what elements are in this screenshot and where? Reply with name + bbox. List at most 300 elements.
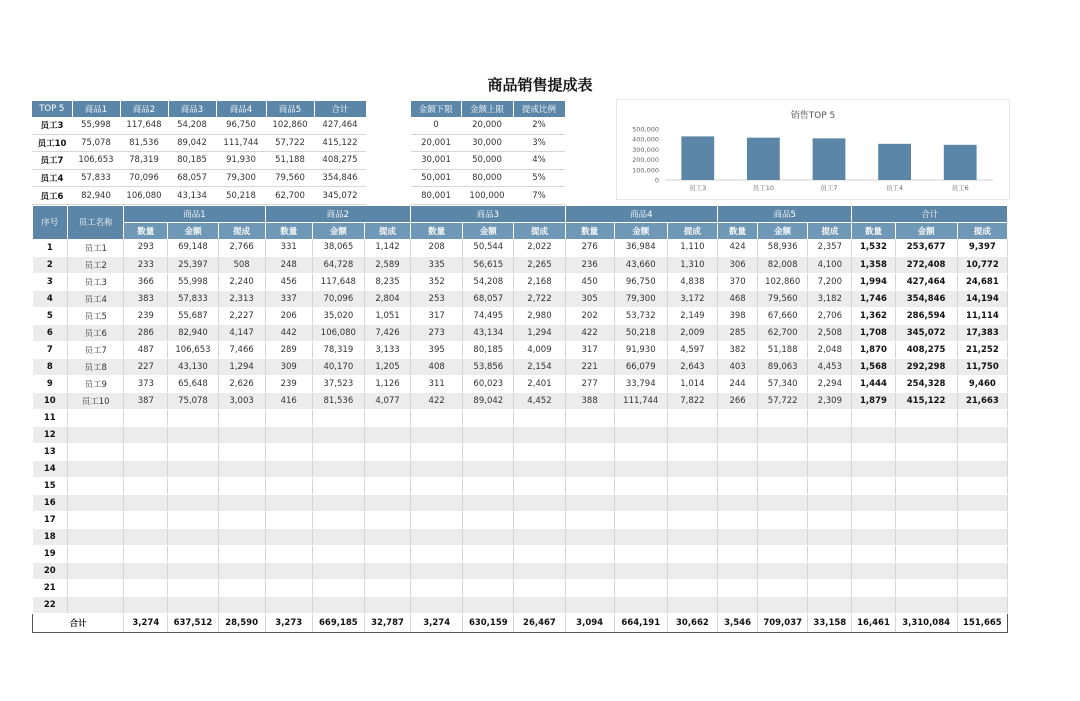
table-row — [33, 579, 1008, 596]
top5-table — [32, 101, 367, 205]
row-total-cell — [895, 494, 957, 511]
table-cell — [808, 596, 852, 613]
table-cell — [808, 477, 852, 494]
top5-cell: 62,700 — [266, 187, 314, 205]
row-total-cell: 1,870 — [852, 341, 895, 358]
table-cell — [411, 426, 463, 443]
table-cell: 277 — [565, 375, 614, 392]
table-cell — [411, 545, 463, 562]
row-seq: 3 — [33, 273, 68, 290]
table-cell: 422 — [565, 324, 614, 341]
table-cell: 2,294 — [808, 375, 852, 392]
table-cell — [265, 426, 312, 443]
table-cell: 456 — [265, 273, 312, 290]
row-employee-name — [68, 579, 124, 596]
subcol-header: 提成 — [218, 223, 265, 240]
row-seq: 7 — [33, 341, 68, 358]
table-cell: 309 — [265, 358, 312, 375]
row-total-cell — [852, 460, 895, 477]
table-cell — [124, 511, 168, 528]
rate-cell: 4% — [513, 152, 565, 170]
table-cell: 1,110 — [667, 239, 717, 256]
table-cell — [411, 460, 463, 477]
table-cell: 236 — [565, 256, 614, 273]
row-total-cell — [957, 443, 1007, 460]
row-total-cell — [852, 528, 895, 545]
table-cell: 311 — [411, 375, 463, 392]
top5-cell: 55,998 — [72, 117, 120, 134]
table-row — [33, 443, 1008, 460]
row-total-cell: 1,994 — [852, 273, 895, 290]
top5-cell: 50,218 — [216, 187, 266, 205]
row-total-cell — [957, 596, 1007, 613]
table-cell — [514, 511, 565, 528]
table-cell — [364, 409, 410, 426]
table-cell: 2,154 — [514, 358, 565, 375]
table-cell — [312, 443, 364, 460]
row-seq: 5 — [33, 307, 68, 324]
row-total-cell: 1,708 — [852, 324, 895, 341]
table-cell: 43,660 — [614, 256, 667, 273]
top5-employee-name: 员工3 — [32, 117, 72, 134]
table-cell: 53,856 — [463, 358, 514, 375]
table-cell — [411, 477, 463, 494]
table-cell: 366 — [124, 273, 168, 290]
x-tick-label: 员工10 — [752, 184, 775, 192]
table-cell — [364, 579, 410, 596]
row-total-cell — [957, 545, 1007, 562]
table-cell: 89,042 — [463, 392, 514, 409]
commission-rate-table — [411, 101, 566, 205]
table-cell: 2,048 — [808, 341, 852, 358]
table-cell — [514, 596, 565, 613]
table-cell: 293 — [124, 239, 168, 256]
table-cell: 38,065 — [312, 239, 364, 256]
table-cell: 82,008 — [758, 256, 808, 273]
group-header-1: 商品1 — [124, 206, 265, 223]
table-row — [33, 562, 1008, 579]
table-cell: 388 — [565, 392, 614, 409]
table-cell — [124, 477, 168, 494]
table-cell — [614, 426, 667, 443]
rate-cell: 80,000 — [461, 169, 513, 187]
table-cell — [667, 460, 717, 477]
table-cell: 78,319 — [312, 341, 364, 358]
table-cell: 111,744 — [614, 392, 667, 409]
subcol-header: 金额 — [614, 223, 667, 240]
table-cell — [364, 528, 410, 545]
row-total-cell — [957, 562, 1007, 579]
table-cell — [718, 460, 758, 477]
bar — [878, 144, 911, 180]
table-cell — [667, 528, 717, 545]
row-total-cell: 17,383 — [957, 324, 1007, 341]
group-header-2: 商品2 — [265, 206, 410, 223]
top5-header-cell: 商品5 — [266, 101, 314, 117]
table-cell: 208 — [411, 239, 463, 256]
total-cell: 3,094 — [565, 613, 614, 632]
table-row — [33, 239, 1008, 256]
table-cell: 2,227 — [218, 307, 265, 324]
table-cell — [758, 579, 808, 596]
table-cell — [667, 494, 717, 511]
total-cell: 26,467 — [514, 613, 565, 632]
table-cell: 60,023 — [463, 375, 514, 392]
table-cell: 66,079 — [614, 358, 667, 375]
table-cell — [758, 460, 808, 477]
table-cell — [218, 562, 265, 579]
table-cell — [565, 460, 614, 477]
y-tick-label: 200,000 — [632, 156, 659, 165]
table-cell — [124, 409, 168, 426]
row-total-cell: 11,114 — [957, 307, 1007, 324]
table-cell: 395 — [411, 341, 463, 358]
rate-row — [411, 134, 565, 152]
table-cell: 7,426 — [364, 324, 410, 341]
table-cell — [514, 545, 565, 562]
subcol-header: 提成 — [808, 223, 852, 240]
row-seq: 12 — [33, 426, 68, 443]
table-cell: 8,235 — [364, 273, 410, 290]
table-cell — [124, 562, 168, 579]
row-total-cell — [852, 409, 895, 426]
table-cell — [168, 460, 218, 477]
top5-sales-chart — [616, 99, 1010, 200]
row-total-cell — [852, 579, 895, 596]
table-cell: 276 — [565, 239, 614, 256]
subcol-header: 数量 — [265, 223, 312, 240]
table-cell — [364, 562, 410, 579]
table-cell — [411, 579, 463, 596]
rate-cell: 3% — [513, 134, 565, 152]
table-cell: 82,940 — [168, 324, 218, 341]
total-cell: 3,274 — [124, 613, 168, 632]
table-cell — [364, 477, 410, 494]
main-header-groups — [33, 206, 1008, 223]
row-total-cell: 1,358 — [852, 256, 895, 273]
rate-cell: 0 — [411, 117, 461, 134]
table-cell: 370 — [718, 273, 758, 290]
table-row — [33, 494, 1008, 511]
total-cell: 3,310,084 — [895, 613, 957, 632]
table-cell: 3,182 — [808, 290, 852, 307]
table-cell: 4,597 — [667, 341, 717, 358]
table-cell — [718, 409, 758, 426]
table-cell — [614, 511, 667, 528]
top5-cell: 57,833 — [72, 169, 120, 187]
top5-cell: 43,134 — [168, 187, 216, 205]
top5-cell: 354,846 — [314, 169, 366, 187]
table-cell: 248 — [265, 256, 312, 273]
row-total-cell: 1,746 — [852, 290, 895, 307]
table-cell — [514, 443, 565, 460]
row-total-cell — [957, 511, 1007, 528]
table-cell: 2,357 — [808, 239, 852, 256]
table-cell: 25,397 — [168, 256, 218, 273]
y-tick-label: 100,000 — [632, 166, 659, 175]
top5-employee-name: 员工10 — [32, 134, 72, 152]
total-cell: 28,590 — [218, 613, 265, 632]
table-cell: 2,149 — [667, 307, 717, 324]
subcol-header: 提成 — [364, 223, 410, 240]
table-cell: 4,452 — [514, 392, 565, 409]
table-cell — [718, 562, 758, 579]
table-cell: 4,077 — [364, 392, 410, 409]
top5-cell: 57,722 — [266, 134, 314, 152]
row-employee-name: 员工8 — [68, 358, 124, 375]
subcol-header: 金额 — [463, 223, 514, 240]
total-cell: 3,273 — [265, 613, 312, 632]
row-employee-name — [68, 426, 124, 443]
table-cell: 1,051 — [364, 307, 410, 324]
table-cell — [614, 494, 667, 511]
row-total-cell — [957, 528, 1007, 545]
rate-cell: 50,000 — [461, 152, 513, 170]
rate-cell: 30,001 — [411, 152, 461, 170]
y-tick-label: 400,000 — [632, 135, 659, 144]
table-cell — [463, 528, 514, 545]
row-employee-name — [68, 562, 124, 579]
row-employee-name: 员工1 — [68, 239, 124, 256]
row-employee-name: 员工6 — [68, 324, 124, 341]
table-cell — [667, 511, 717, 528]
table-cell: 33,794 — [614, 375, 667, 392]
row-total-cell — [895, 528, 957, 545]
total-cell: 16,461 — [852, 613, 895, 632]
row-total-cell: 292,298 — [895, 358, 957, 375]
table-row — [33, 324, 1008, 341]
table-cell: 57,722 — [758, 392, 808, 409]
table-cell: 4,147 — [218, 324, 265, 341]
table-cell: 266 — [718, 392, 758, 409]
table-cell: 74,495 — [463, 307, 514, 324]
table-cell: 398 — [718, 307, 758, 324]
table-cell — [312, 426, 364, 443]
row-total-cell — [852, 426, 895, 443]
table-cell: 273 — [411, 324, 463, 341]
table-cell — [718, 511, 758, 528]
table-cell — [514, 562, 565, 579]
table-cell — [514, 477, 565, 494]
table-cell: 221 — [565, 358, 614, 375]
rate-header-cell: 金额下限 — [411, 101, 461, 117]
table-cell: 58,936 — [758, 239, 808, 256]
table-cell — [218, 579, 265, 596]
table-cell: 508 — [218, 256, 265, 273]
row-total-cell: 1,532 — [852, 239, 895, 256]
table-cell: 65,648 — [168, 375, 218, 392]
table-cell: 317 — [565, 341, 614, 358]
rate-cell: 50,001 — [411, 169, 461, 187]
y-tick-label: 0 — [654, 176, 659, 185]
row-total-cell — [895, 426, 957, 443]
total-label: 合计 — [33, 613, 124, 632]
table-cell: 7,822 — [667, 392, 717, 409]
table-cell — [364, 426, 410, 443]
table-cell — [614, 409, 667, 426]
top5-cell: 106,653 — [72, 152, 120, 170]
table-cell: 335 — [411, 256, 463, 273]
subcol-header: 提成 — [667, 223, 717, 240]
top5-header-cell: 商品4 — [216, 101, 266, 117]
row-total-cell: 345,072 — [895, 324, 957, 341]
table-row — [33, 409, 1008, 426]
table-cell — [124, 579, 168, 596]
row-total-cell: 253,677 — [895, 239, 957, 256]
table-cell — [718, 443, 758, 460]
subcol-header: 金额 — [758, 223, 808, 240]
rate-cell: 100,000 — [461, 187, 513, 205]
row-total-cell — [852, 596, 895, 613]
table-cell — [718, 545, 758, 562]
row-total-cell — [895, 562, 957, 579]
table-cell — [168, 511, 218, 528]
row-employee-name: 员工9 — [68, 375, 124, 392]
table-cell — [514, 494, 565, 511]
table-cell — [218, 511, 265, 528]
table-cell — [808, 545, 852, 562]
row-seq: 2 — [33, 256, 68, 273]
row-seq: 18 — [33, 528, 68, 545]
table-cell: 422 — [411, 392, 463, 409]
table-cell — [168, 477, 218, 494]
top5-employee-name: 员工4 — [32, 169, 72, 187]
table-cell — [312, 545, 364, 562]
row-total-cell: 254,328 — [895, 375, 957, 392]
row-employee-name: 员工4 — [68, 290, 124, 307]
table-cell: 79,300 — [614, 290, 667, 307]
top5-header-row — [32, 101, 366, 117]
table-cell: 1,126 — [364, 375, 410, 392]
table-cell — [265, 477, 312, 494]
top5-row — [32, 134, 366, 152]
row-employee-name: 员工5 — [68, 307, 124, 324]
x-tick-label: 员工7 — [820, 184, 838, 192]
total-cell: 33,158 — [808, 613, 852, 632]
table-cell — [718, 528, 758, 545]
table-cell — [124, 545, 168, 562]
table-cell: 2,022 — [514, 239, 565, 256]
table-cell — [124, 596, 168, 613]
table-cell — [218, 426, 265, 443]
table-cell: 227 — [124, 358, 168, 375]
table-cell: 285 — [718, 324, 758, 341]
row-seq: 19 — [33, 545, 68, 562]
subcol-header: 提成 — [957, 223, 1007, 240]
table-cell: 1,294 — [218, 358, 265, 375]
table-row — [33, 460, 1008, 477]
table-cell: 57,340 — [758, 375, 808, 392]
table-cell — [808, 443, 852, 460]
table-cell — [565, 494, 614, 511]
top5-cell: 82,940 — [72, 187, 120, 205]
table-cell — [312, 579, 364, 596]
row-total-cell — [895, 545, 957, 562]
table-cell — [565, 528, 614, 545]
table-cell — [265, 528, 312, 545]
table-cell — [364, 443, 410, 460]
table-row — [33, 290, 1008, 307]
table-cell: 487 — [124, 341, 168, 358]
table-cell: 1,142 — [364, 239, 410, 256]
row-total-cell — [895, 460, 957, 477]
total-cell: 709,037 — [758, 613, 808, 632]
table-cell — [312, 562, 364, 579]
top5-cell: 79,560 — [266, 169, 314, 187]
row-total-cell: 427,464 — [895, 273, 957, 290]
row-total-cell — [895, 409, 957, 426]
row-total-cell: 272,408 — [895, 256, 957, 273]
table-cell: 352 — [411, 273, 463, 290]
table-cell — [758, 562, 808, 579]
table-cell: 306 — [718, 256, 758, 273]
table-cell: 2,766 — [218, 239, 265, 256]
table-cell — [667, 545, 717, 562]
table-cell: 382 — [718, 341, 758, 358]
rate-cell: 5% — [513, 169, 565, 187]
subcol-header: 数量 — [852, 223, 895, 240]
bar — [747, 138, 780, 180]
rate-header-cell: 提成比例 — [513, 101, 565, 117]
table-cell: 75,078 — [168, 392, 218, 409]
row-total-cell: 1,362 — [852, 307, 895, 324]
table-cell — [124, 460, 168, 477]
row-total-cell — [957, 477, 1007, 494]
top5-header-cell: 商品1 — [72, 101, 120, 117]
table-cell — [614, 477, 667, 494]
top5-cell: 415,122 — [314, 134, 366, 152]
row-employee-name — [68, 545, 124, 562]
table-cell: 2,508 — [808, 324, 852, 341]
table-cell — [565, 596, 614, 613]
table-cell: 2,643 — [667, 358, 717, 375]
table-cell — [514, 579, 565, 596]
group-header-6: 合计 — [852, 206, 1008, 223]
table-cell: 2,401 — [514, 375, 565, 392]
table-cell — [565, 443, 614, 460]
row-total-cell — [852, 443, 895, 460]
table-cell: 56,615 — [463, 256, 514, 273]
row-total-cell: 1,879 — [852, 392, 895, 409]
group-header-5: 商品5 — [718, 206, 852, 223]
row-seq: 9 — [33, 375, 68, 392]
row-total-cell: 14,194 — [957, 290, 1007, 307]
bar — [813, 138, 846, 180]
total-cell: 664,191 — [614, 613, 667, 632]
table-cell: 206 — [265, 307, 312, 324]
table-cell: 50,218 — [614, 324, 667, 341]
subcol-header: 提成 — [514, 223, 565, 240]
table-cell: 289 — [265, 341, 312, 358]
table-cell — [312, 528, 364, 545]
top5-cell: 427,464 — [314, 117, 366, 134]
table-cell: 2,309 — [808, 392, 852, 409]
table-cell: 2,009 — [667, 324, 717, 341]
table-cell — [168, 494, 218, 511]
row-total-cell: 415,122 — [895, 392, 957, 409]
table-cell — [667, 426, 717, 443]
top5-employee-name: 员工6 — [32, 187, 72, 205]
rate-cell: 2% — [513, 117, 565, 134]
table-cell — [758, 528, 808, 545]
top5-header-cell: 合计 — [314, 101, 366, 117]
table-cell — [364, 494, 410, 511]
top5-cell: 91,930 — [216, 152, 266, 170]
table-cell — [565, 409, 614, 426]
rate-cell: 7% — [513, 187, 565, 205]
table-cell — [667, 477, 717, 494]
table-cell: 37,523 — [312, 375, 364, 392]
